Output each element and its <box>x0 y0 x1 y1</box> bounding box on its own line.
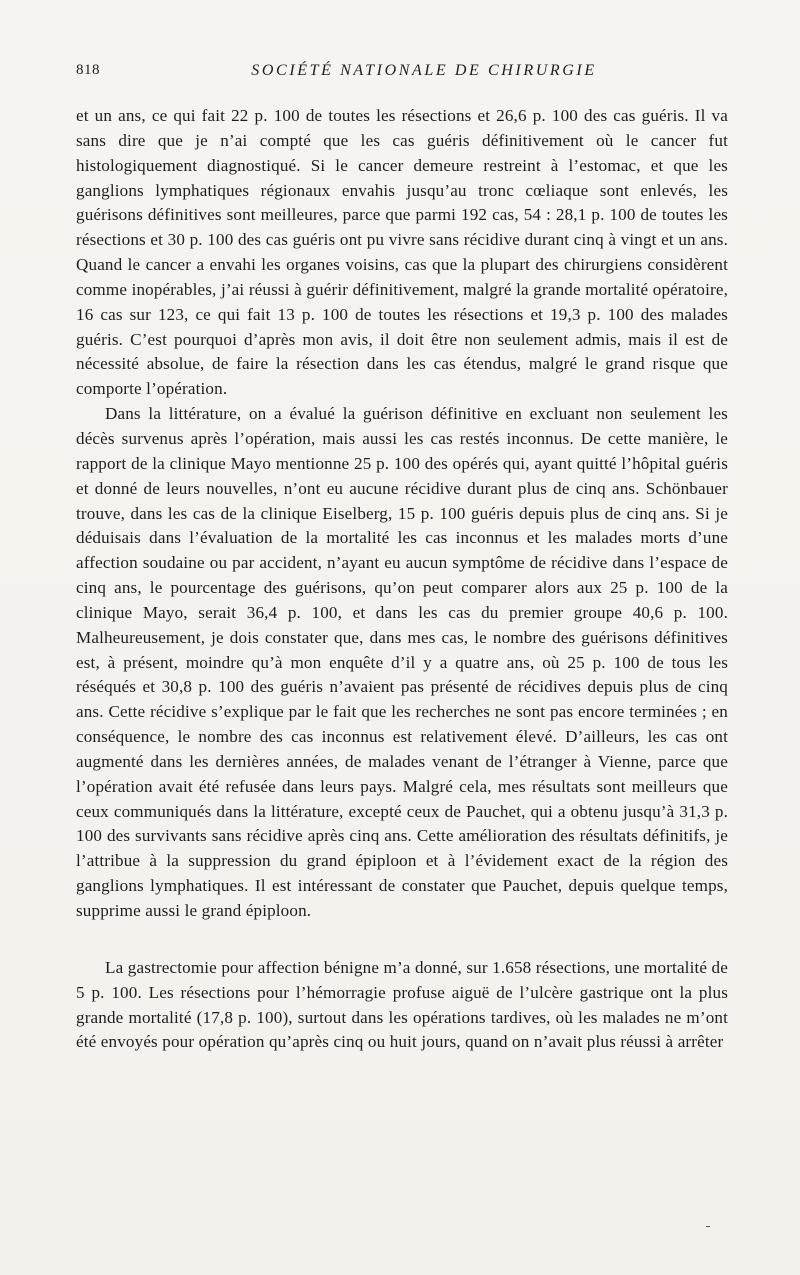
running-title: SOCIÉTÉ NATIONALE DE CHIRURGIE <box>251 62 597 79</box>
footer-mark <box>706 1226 710 1227</box>
page-number: 818 <box>76 62 100 78</box>
page-header <box>76 62 728 86</box>
body-text <box>76 104 728 1080</box>
paragraph-3: La gastrectomie pour affection bénigne m’a donné, sur 1.658 résections, une mortalité de 5 p. 100. Les résections pour l’hémorragie profuse aiguë de l’ulcère gastrique ont la plus grande mortalité (17,8 p. 100), surtout dans les opérations tardives, où les malades ne m’ont été envoyés pour opération qu’après cinq ou huit jours, quand on n’avait plus réussi à arrêter <box>76 957 728 1052</box>
paragraph-1: et un ans, ce qui fait 22 p. 100 de toutes les résections et 26,6 p. 100 des cas guéris. Il va sans dire que je n’ai compté que les cas guéris définitivement où le cancer fut histologiquement diagnostiqué. Si le cancer demeure restreint à l’estomac, et que les ganglions lymphatiques régionaux envahis jusqu’au tronc cœliaque sont enlevés, les guérisons définitives sont meilleures, parce que parmi 192 cas, 54 : 28,1 p. 100 de toutes les résections et 30 p. 100 des cas guéris ont pu vivre sans récidive durant cinq à vingt et un ans. Quand le cancer a envahi les organes voisins, cas que la plupart des chirurgiens considèrent comme inopérables, j’ai réussi à guérir définitivement, malgré la grande mortalité opératoire, 16 cas sur 123, ce qui fait 13 p. 100 de toutes les résections et 19,3 p. 100 des malades guéris. C’est pourquoi d’après mon avis, il doit être non seulement admis, mais il est de nécessité absolue, de faire la résection dans les cas étendus, malgré le grand risque que comporte l’opération. <box>76 106 728 399</box>
paragraph-2: Dans la littérature, on a évalué la guérison définitive en excluant non seulement les décès survenus après l’opération, mais aussi les cas restés inconnus. De cette manière, le rapport de la clinique Mayo mentionne 25 p. 100 des opérés qui, ayant quitté l’hôpital guéris et donné de leurs nouvelles, n’ont eu aucune récidive durant plus de cinq ans. Schönbauer trouve, dans les cas de la clinique Eiselberg, 15 p. 100 guéris depuis plus de cinq ans. Si je déduisais dans l’évaluation de la mortalité les cas inconnus et les malades morts d’une affection soudaine ou par accident, n’ayant eu aucun symptôme de récidive dans l’espace de cinq ans, le pourcentage des guérisons, qu’on peut comparer alors aux 25 p. 100 de la clinique Mayo, serait 36,4 p. 100, et dans les cas du premier groupe 40,6 p. 100. Malheureusement, je dois constater que, dans mes cas, le nombre des guérisons définitives est, à présent, moindre qu’à mon enquête d’il y a quatre ans, où 25 p. 100 de tous les réséqués et 30,8 p. 100 des guéris n’avaient pas présenté de récidives depuis plus de cinq ans. Cette récidive s’explique par le fait que les recherches ne sont pas encore terminées ; en conséquence, le nombre des cas inconnus est relativement élevé. D’ailleurs, les cas ont augmenté dans les dernières années, de malades venant de l’étranger à Vienne, parce que l’opération avait été refusée dans leurs pays. Malgré cela, mes résultats sont meilleurs que ceux communiqués dans la littérature, excepté ceux de Pauchet, qui a obtenu jusqu’à 31,3 p. 100 des survivants sans récidive après cinq ans. Cette amélioration des résultats définitifs, je l’attribue à la suppression du grand épiploon et à l’évidement exact de la région des ganglions lymphatiques. Il est intéressant de constater que Pauchet, depuis quelque temps, supprime aussi le grand épiploon. <box>76 404 728 920</box>
